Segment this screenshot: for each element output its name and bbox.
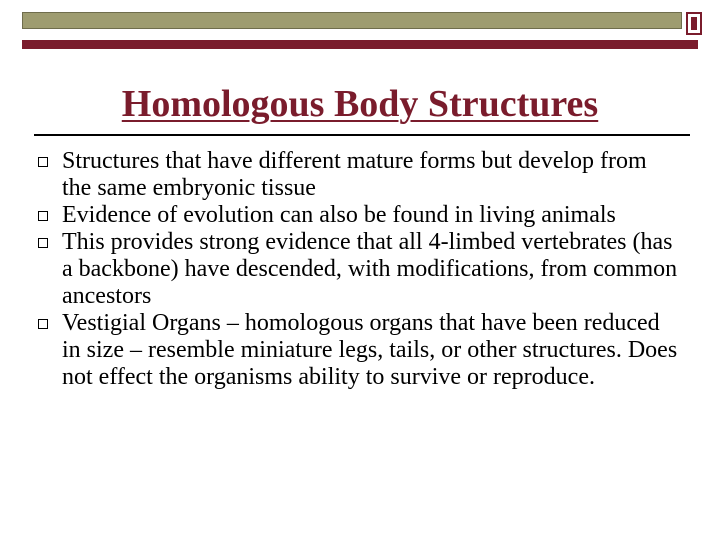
top-maroon-bar bbox=[22, 40, 698, 49]
hollow-square-bullet-icon bbox=[38, 157, 48, 167]
title-divider bbox=[34, 134, 690, 136]
corner-square-fill bbox=[691, 17, 697, 30]
hollow-square-bullet-icon bbox=[38, 319, 48, 329]
bullet-item bbox=[38, 229, 678, 310]
hollow-square-bullet-icon bbox=[38, 211, 48, 221]
hollow-square-bullet-icon bbox=[38, 238, 48, 248]
bullet-text: Evidence of evolution can also be found in living animals bbox=[62, 202, 616, 228]
top-olive-bar bbox=[22, 12, 682, 29]
bullet-item bbox=[38, 202, 678, 229]
bullet-text: This provides strong evidence that all 4-limbed vertebrates (has a backbone) have descended, with modifications, from common ancestors bbox=[62, 229, 678, 309]
bullet-list bbox=[38, 148, 678, 391]
bullet-text: Vestigial Organs – homologous organs that have been reduced in size – resemble miniature legs, tails, or other structures. Does not effect the organisms ability to survive or reproduce. bbox=[62, 310, 678, 390]
slide-title: Homologous Body Structures bbox=[121, 83, 599, 125]
bullet-text: Structures that have different mature forms but develop from the same embryonic tissue bbox=[62, 148, 647, 201]
bullet-item bbox=[38, 148, 678, 202]
top-decorative-band bbox=[22, 12, 704, 38]
bullet-item bbox=[38, 310, 678, 391]
